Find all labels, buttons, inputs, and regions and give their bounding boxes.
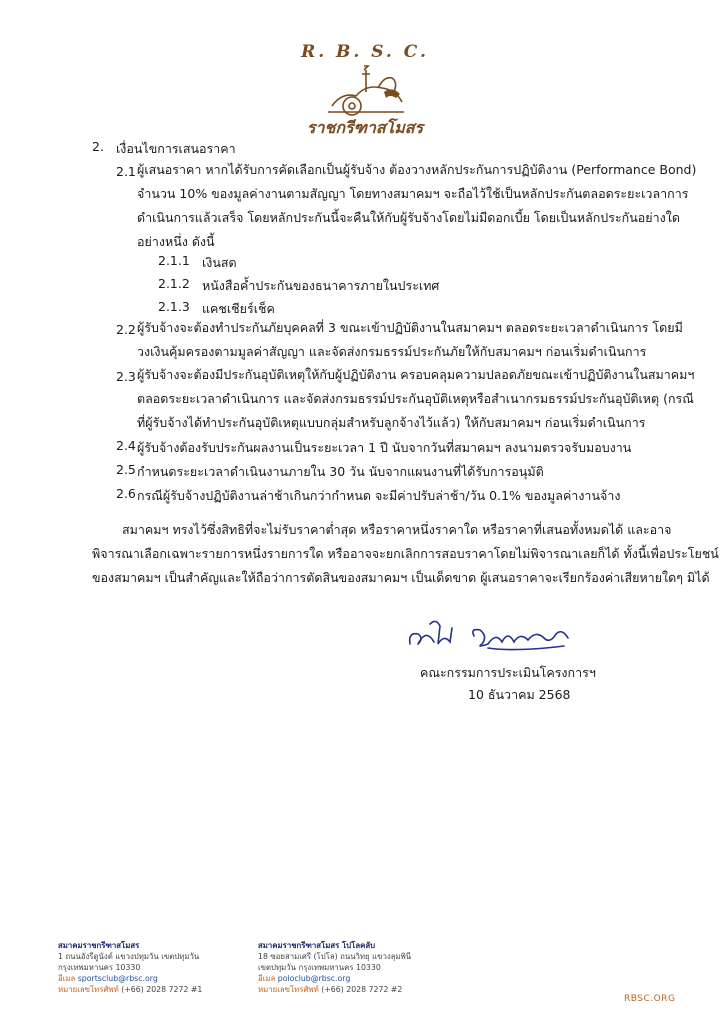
- logo-letters: R. B. S. C.: [301, 42, 429, 62]
- text-line: ที่ผู้รับจ้างได้ทำประกันอุบัติเหตุแบบกลุ่มสำหรับลูกจ้างไว้แล้ว) ให้กับสมาคมฯ ก่อนเริ่มดำเนินการ: [137, 415, 646, 430]
- signature: [404, 614, 584, 658]
- text-line: ผู้รับจ้างจะต้องมีประกันอุบัติเหตุให้กับผู้ปฏิบัติงาน ครอบคลุมความปลอดภัยขณะเข้าปฏิบัติงานในสมาคมฯ: [137, 367, 695, 382]
- clause-2-3-text: [137, 363, 694, 435]
- footer-address: 18 ซอยสามเศรี (โปโล) ถนนวิทยุ แขวงลุมพินี: [258, 952, 412, 961]
- section-title: เงื่อนไขการเสนอราคา: [116, 141, 236, 156]
- footer-polo-club: [258, 940, 411, 995]
- footer-title: สมาคมราชกรีฑาสโมสร: [58, 941, 140, 950]
- text-line: จำนวน 10% ของมูลค่างานตามสัญญา โดยทางสมาคมฯ จะถือไว้ใช้เป็นหลักประกันตลอดระยะเวลาการ: [137, 186, 689, 201]
- section-number: 2.: [92, 139, 104, 154]
- rbsc-logo: [300, 40, 430, 145]
- clause-2-2-text: [137, 316, 683, 364]
- text-line: ดำเนินการแล้วเสร็จ โดยหลักประกันนี้จะคืนให้กับผู้รับจ้างโดยไม่มีดอกเบี้ย โดยเป็นหลักประกันอย่างใด: [137, 210, 680, 225]
- logo-thai-name: ราชกรีฑาสโมสร: [306, 118, 424, 137]
- clause-2-6-text: กรณีผู้รับจ้างปฏิบัติงานล่าช้าเกินกว่ากำหนด จะมีค่าปรับล่าช้า/วัน 0.1% ของมูลค่างานจ้าง: [137, 488, 621, 503]
- subitem-number: 2.1.1: [158, 253, 190, 268]
- footer-email-link[interactable]: sportsclub@rbsc.org: [77, 974, 158, 983]
- clause-number: 2.2: [116, 322, 136, 337]
- footer-email-link[interactable]: poloclub@rbsc.org: [277, 974, 351, 983]
- clause-number: 2.1: [116, 164, 136, 179]
- signature-date: 10 ธันวาคม 2568: [468, 687, 571, 702]
- footer-phone-label: หมายเลขโทรศัพท์: [258, 985, 319, 994]
- text-line: พิจารณาเลือกเฉพาะรายการหนึ่งรายการใด หรืออาจจะยกเลิกการสอบราคาโดยไม่พิจารณาเลยก็ได้ ทั้งนี้เพื่อประโยชน์: [92, 546, 719, 561]
- footer-address: กรุงเทพมหานคร 10330: [58, 963, 141, 972]
- subitem-text: แคชเชียร์เช็ค: [202, 301, 275, 316]
- text-line: ผู้รับจ้างจะต้องทำประกันภัยบุคคลที่ 3 ขณะเข้าปฏิบัติงานในสมาคมฯ ตลอดระยะเวลาดำเนินการ โดยมี: [137, 320, 683, 335]
- clause-2-5-text: กำหนดระยะเวลาดำเนินงานภายใน 30 วัน นับจากแผนงานที่ได้รับการอนุมัติ: [137, 464, 544, 479]
- footer-phone-label: หมายเลขโทรศัพท์: [58, 985, 119, 994]
- clause-number: 2.4: [116, 438, 136, 453]
- footer-website-link[interactable]: RBSC.ORG: [624, 994, 676, 1004]
- clause-number: 2.3: [116, 369, 136, 384]
- subitem-text: หนังสือค้ำประกันของธนาคารภายในประเทศ: [202, 278, 440, 293]
- text-line: ผู้เสนอราคา หากได้รับการคัดเลือกเป็นผู้รับจ้าง ต้องวางหลักประกันการปฏิบัติงาน (Performance Bond): [137, 162, 697, 177]
- footer-title: สมาคมราชกรีฑาสโมสร โปโลคลับ: [258, 941, 376, 950]
- clause-2-4-text: ผู้รับจ้างต้องรับประกันผลงานเป็นระยะเวลา 1 ปี นับจากวันที่สมาคมฯ ลงนามตรวจรับมอบงาน: [137, 440, 632, 455]
- chariot-emblem-icon: [322, 62, 408, 118]
- subitem-number: 2.1.2: [158, 276, 190, 291]
- text-line: สมาคมฯ ทรงไว้ซึ่งสิทธิที่จะไม่รับราคาต่ำสุด หรือราคาหนึ่งราคาใด หรือราคาที่เสนอทั้งหมดได้ และอาจ: [122, 522, 672, 537]
- footer-sports-club: [58, 940, 202, 995]
- footer-email-label: อีเมล: [258, 974, 276, 983]
- subitem-text: เงินสด: [202, 255, 237, 270]
- clause-number: 2.6: [116, 486, 136, 501]
- subitem-number: 2.1.3: [158, 299, 190, 314]
- clause-2-1-text: [137, 158, 696, 254]
- text-line: วงเงินคุ้มครองตามมูลค่าสัญญา และจัดส่งกรมธรรม์ประกันภัยให้กับสมาคมฯ ก่อนเริ่มดำเนินการ: [137, 344, 647, 359]
- footer-email-label: อีเมล: [58, 974, 76, 983]
- text-line: ตลอดระยะเวลาดำเนินการ และจัดส่งกรมธรรม์ประกันอุบัติเหตุหรือสำเนากรมธรรม์ประกันอุบัติเหตุ (กรณี: [137, 391, 694, 406]
- text-line: ของสมาคมฯ เป็นสำคัญและให้ถือว่าการตัดสินของสมาคมฯ เป็นเด็ดขาด ผู้เสนอราคาจะเรียกร้องค่าเสียหายใดๆ มิได้: [92, 570, 710, 585]
- footer-phone: (+66) 2028 7272 #2: [321, 985, 403, 994]
- footer-address: เขตปทุมวัน กรุงเทพมหานคร 10330: [258, 963, 381, 972]
- text-line: อย่างหนึ่ง ดังนี้: [137, 234, 215, 249]
- clause-number: 2.5: [116, 462, 136, 477]
- footer-phone: (+66) 2028 7272 #1: [121, 985, 203, 994]
- committee-name: คณะกรรมการประเมินโครงการฯ: [420, 665, 596, 680]
- closing-paragraph: [92, 518, 719, 590]
- footer-address: 1 ถนนอังรีดูนังต์ แขวงปทุมวัน เขตปทุมวัน: [58, 952, 200, 961]
